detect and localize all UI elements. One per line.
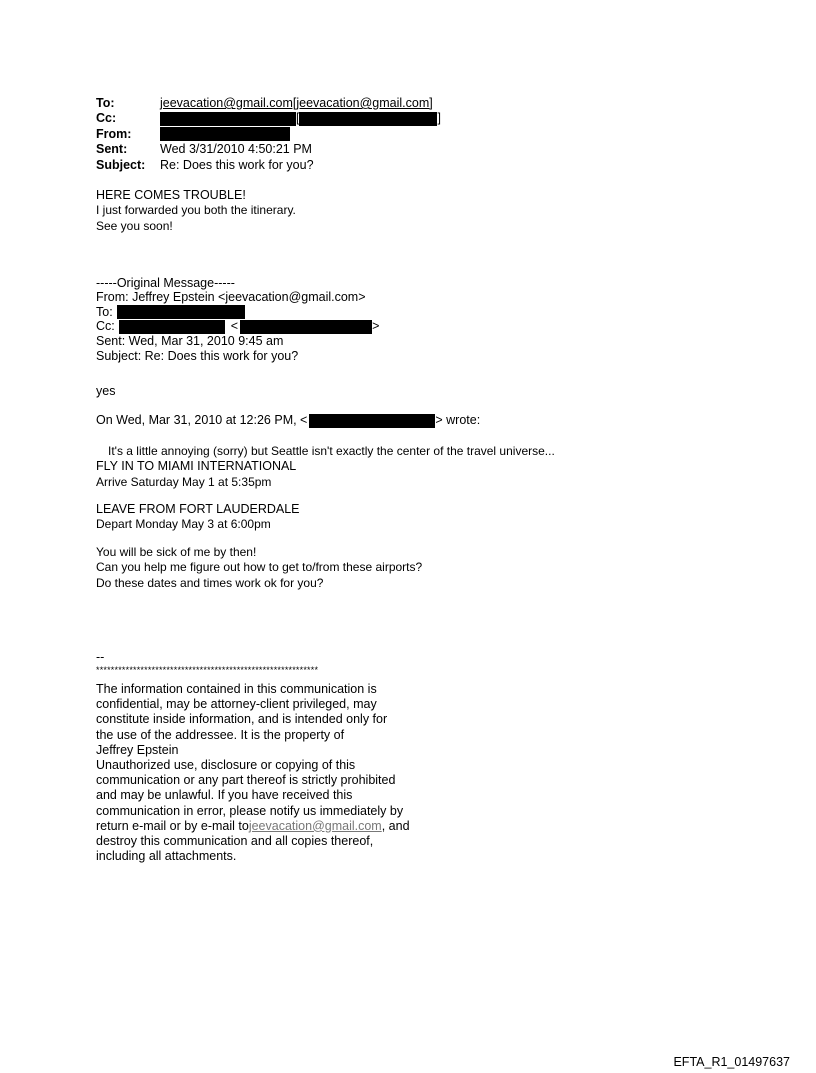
quoted-line: Arrive Saturday May 1 at 5:35pm xyxy=(96,474,272,489)
subject-label: Subject: xyxy=(96,157,146,172)
original-message-header xyxy=(96,276,379,364)
original-cc-row xyxy=(96,320,379,335)
original-cc-lt: < xyxy=(230,319,239,334)
quoted-line: LEAVE FROM FORT LAUDERDALE xyxy=(96,502,300,516)
quoted-line: You will be sick of me by then! xyxy=(96,545,257,559)
stars-divider: ************************************************************ xyxy=(96,664,319,675)
redaction-box xyxy=(117,305,245,319)
original-cc-label: Cc: xyxy=(96,319,115,334)
redaction-box xyxy=(309,414,435,428)
quote-intro-line xyxy=(96,413,480,428)
from-value xyxy=(160,127,290,142)
disclaimer-line: Jeffrey Epstein xyxy=(96,742,179,757)
quoted-message xyxy=(96,545,422,591)
disclaimer-line-with-link xyxy=(96,819,410,834)
quote-intro-after: > wrote: xyxy=(435,413,481,427)
original-cc-gt: > xyxy=(372,319,380,334)
cc-bracket-open: [ xyxy=(296,111,300,126)
disclaimer-line: including all attachments. xyxy=(96,849,237,864)
email-link[interactable]: jeevacation@gmail.com xyxy=(248,818,382,833)
reply-line: HERE COMES TROUBLE! xyxy=(96,188,246,202)
redaction-box xyxy=(119,320,225,334)
redaction-box xyxy=(299,112,437,126)
sent-value: Wed 3/31/2010 4:50:21 PM xyxy=(160,142,312,157)
original-to-label: To: xyxy=(96,304,113,319)
from-label: From: xyxy=(96,126,132,141)
quoted-message xyxy=(96,502,300,533)
quoted-line: It's a little annoying (sorry) but Seattle isn't exactly the center of the travel universe... xyxy=(108,444,555,458)
original-separator: -----Original Message----- xyxy=(96,275,235,290)
disclaimer-line: destroy this communication and all copies thereof, xyxy=(96,833,374,848)
quoted-line: Depart Monday May 3 at 6:00pm xyxy=(96,517,271,532)
from-row xyxy=(96,127,441,142)
disclaimer-line: communication in error, please notify us immediately by xyxy=(96,803,404,818)
original-sent: Sent: Wed, Mar 31, 2010 9:45 am xyxy=(96,333,284,348)
quoted-message xyxy=(96,444,555,490)
original-subject: Subject: Re: Does this work for you? xyxy=(96,348,299,363)
quote-intro-before: On Wed, Mar 31, 2010 at 12:26 PM, < xyxy=(96,413,308,427)
disclaimer-text: , and xyxy=(381,818,410,833)
disclaimer-line: The information contained in this communication is xyxy=(96,682,377,696)
redaction-box xyxy=(160,112,296,126)
subject-value: Re: Does this work for you? xyxy=(160,157,314,172)
disclaimer xyxy=(96,682,410,864)
quote-intro xyxy=(96,413,480,428)
reply-line: See you soon! xyxy=(96,218,173,233)
reply-body xyxy=(96,188,296,234)
email-header xyxy=(96,96,441,173)
disclaimer-line: confidential, may be attorney-client privileged, may xyxy=(96,697,377,712)
quoted-line: Can you help me figure out how to get to/from these airports? xyxy=(96,560,423,575)
original-to-row xyxy=(96,305,379,320)
original-from: From: Jeffrey Epstein <jeevacation@gmail.com> xyxy=(96,290,366,305)
quoted-line: FLY IN TO MIAMI INTERNATIONAL xyxy=(96,459,297,474)
sent-label: Sent: xyxy=(96,142,128,157)
disclaimer-line: constitute inside information, and is intended only for xyxy=(96,712,388,727)
bates-number: EFTA_R1_01497637 xyxy=(673,1055,790,1069)
disclaimer-line: and may be unlawful. If you have received this xyxy=(96,788,353,803)
reply-line: I just forwarded you both the itinerary. xyxy=(96,203,296,218)
to-row xyxy=(96,96,441,111)
cc-row xyxy=(96,111,441,126)
quoted-line: Do these dates and times work ok for you? xyxy=(96,575,324,590)
to-value: jeevacation@gmail.com[jeevacation@gmail.com] xyxy=(160,96,433,110)
disclaimer-line: the use of the addressee. It is the property of xyxy=(96,727,345,742)
signature-dashes xyxy=(96,650,318,675)
disclaimer-line: communication or any part thereof is strictly prohibited xyxy=(96,773,396,788)
cc-label: Cc: xyxy=(96,111,117,126)
redaction-box xyxy=(240,320,372,334)
cc-bracket-close: ] xyxy=(437,111,441,126)
original-body xyxy=(96,384,115,399)
to-label: To: xyxy=(96,96,115,110)
disclaimer-text: return e-mail or by e-mail to xyxy=(96,818,249,833)
disclaimer-line: Unauthorized use, disclosure or copying of this xyxy=(96,757,356,772)
original-body-text: yes xyxy=(96,384,116,398)
sent-row xyxy=(96,142,441,157)
redaction-box xyxy=(160,127,290,141)
dashes: -- xyxy=(96,650,105,664)
cc-value xyxy=(160,111,441,126)
subject-row xyxy=(96,158,441,173)
